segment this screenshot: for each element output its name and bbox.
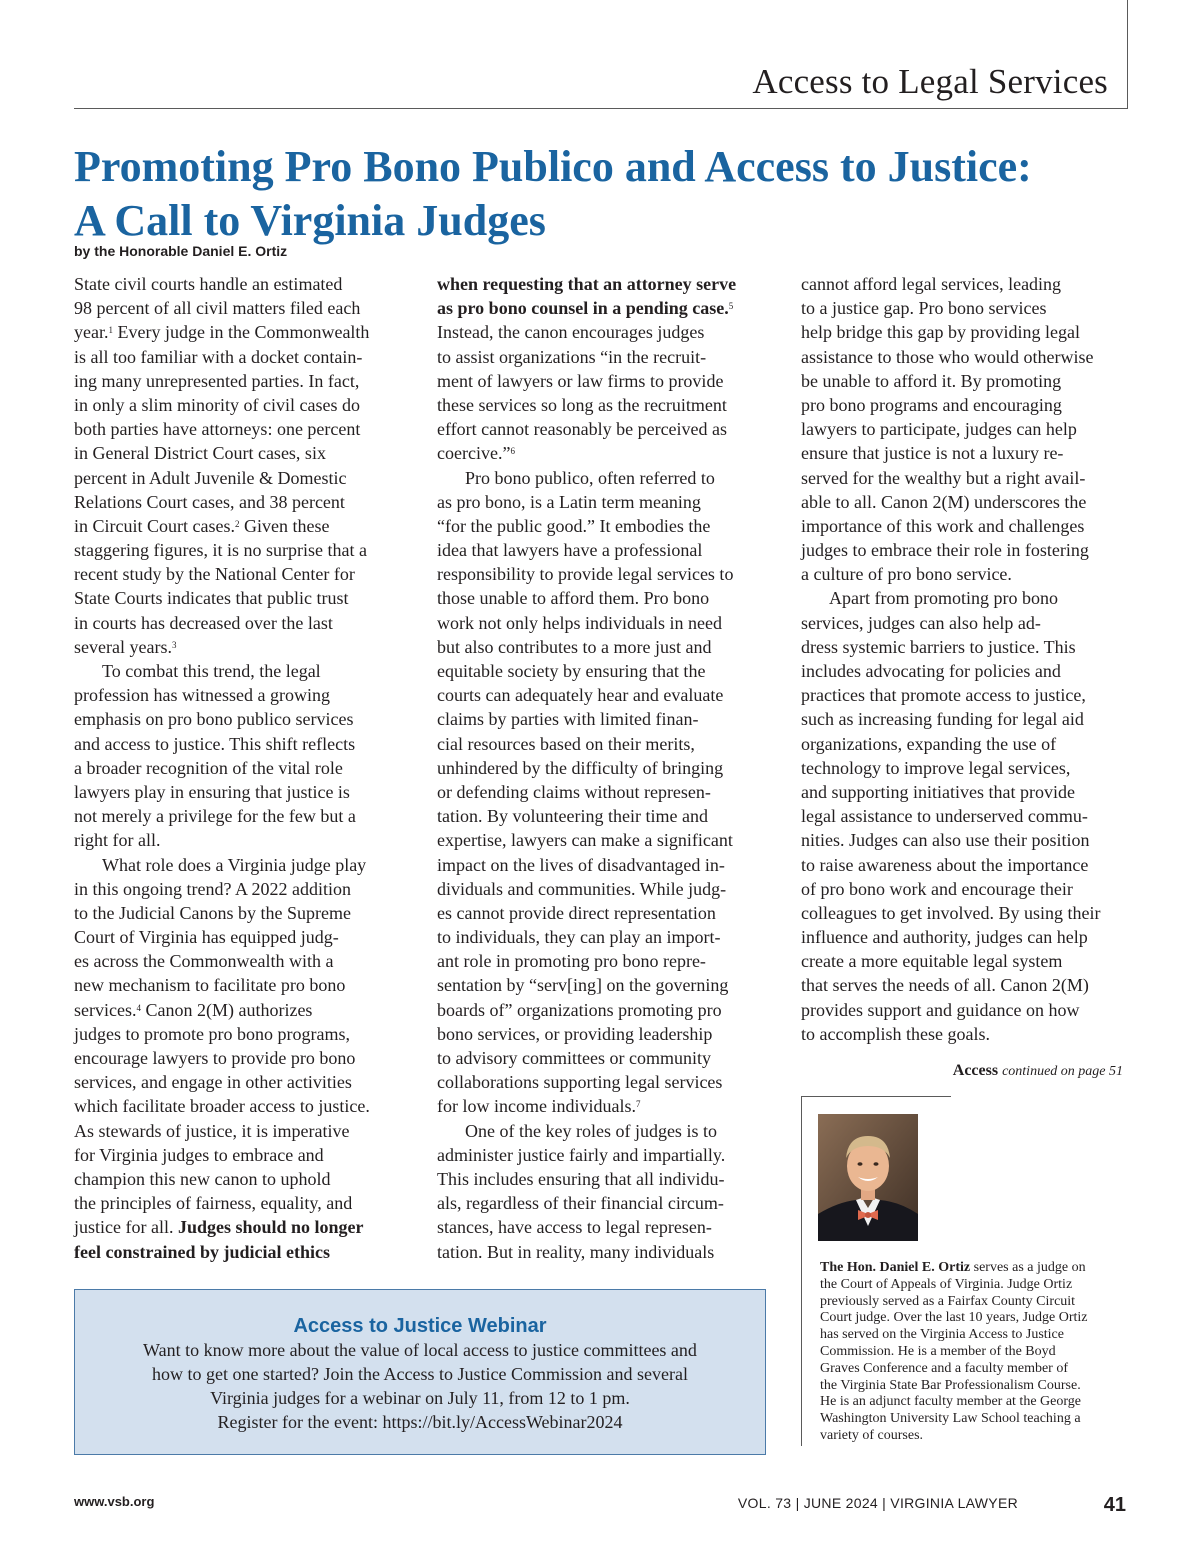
footnote-ref: 2 [234, 518, 240, 529]
text-line: Pro bono publico, often referred to [465, 467, 715, 488]
article-headline [74, 140, 1134, 248]
webinar-register-line[interactable]: Register for the event: https://bit.ly/AccessWebinar2024 [217, 1412, 623, 1432]
text-line: administer justice fairly and impartially. [437, 1144, 726, 1165]
text-line: equitable society by ensuring that the [437, 661, 706, 681]
bio-line: He is an adjunct faculty member at the George [820, 1394, 1081, 1410]
bio-line: The Hon. Daniel E. Ortiz serves as a judge on [820, 1260, 1086, 1275]
bold-text: when requesting that an attorney serve [437, 274, 737, 294]
text-line: encourage lawyers to provide pro bono [74, 1048, 356, 1068]
text-line: legal assistance to underserved commu- [801, 806, 1088, 827]
text-line: to individuals, they can play an import- [437, 927, 721, 948]
text-line [437, 296, 777, 320]
text-line: right for all. [74, 830, 161, 851]
footnote-ref: 1 [108, 325, 113, 336]
text-line: in General District Court cases, six [74, 443, 326, 464]
webinar-callout-box [74, 1289, 766, 1455]
continued-text: continued on page 51 [1002, 1064, 1123, 1079]
text-line: both parties have attorneys: one percent [74, 419, 361, 440]
sidebar-rule-vertical [801, 1096, 802, 1446]
text-line: impact on the lives of disadvantaged in- [437, 854, 725, 875]
text-line: expertise, lawyers can make a significant [437, 830, 733, 851]
text-line: which facilitate broader access to justice. [74, 1096, 370, 1117]
text-line: sentation by “serv[ing] on the governing [437, 975, 729, 996]
author-name: The Hon. Daniel E. Ortiz [820, 1260, 971, 1275]
text-line: and supporting initiatives that provide [801, 781, 1075, 802]
text-line: effort cannot reasonably be perceived as [437, 419, 728, 440]
text-line: to accomplish these goals. [801, 1023, 990, 1044]
text-line: but also contributes to a more just and [437, 636, 712, 657]
text-line: includes advocating for policies and [801, 661, 1061, 681]
bio-line: Court judge. Over the last 10 years, Judge Ortiz [820, 1310, 1088, 1326]
bio-line: the Court of Appeals of Virginia. Judge Ortiz [820, 1276, 1073, 1292]
text-line: those unable to afford them. Pro bono [437, 588, 710, 609]
text-line: ensure that justice is not a luxury re- [801, 443, 1064, 464]
text-line: Instead, the canon encourages judges [437, 322, 705, 343]
text-line: not merely a privilege for the few but a [74, 806, 356, 827]
text-line: State Courts indicates that public trust [74, 588, 349, 609]
section-rule [74, 108, 1128, 109]
text-line: services, and engage in other activities [74, 1072, 352, 1093]
text-line: be unable to afford it. By promoting [801, 370, 1062, 391]
bio-line: Commission. He is a member of the Boyd [820, 1343, 1056, 1359]
text-line: 98 percent of all civil matters filed each [74, 298, 361, 319]
text-line: is all too familiar with a docket contain- [74, 346, 363, 367]
text-line: dividuals and communities. While judg- [437, 878, 727, 899]
text-line: these services so long as the recruitment [437, 394, 727, 415]
webinar-line: Virginia judges for a webinar on July 11, from 12 to 1 pm. [210, 1388, 630, 1408]
text-line: justice for all. Judges should no longer [74, 1217, 364, 1238]
author-photo [818, 1114, 918, 1241]
byline: by the Honorable Daniel E. Ortiz [74, 243, 288, 259]
text-line: to a justice gap. Pro bono services [801, 298, 1047, 319]
text-line: collaborations supporting legal services [437, 1072, 723, 1093]
headline-line-1: Promoting Pro Bono Publico and Access to Justice: [74, 142, 1032, 191]
text-line: bono services, or providing leadership [437, 1023, 713, 1044]
text-line: To combat this trend, the legal [102, 661, 321, 681]
footnote-ref: 6 [510, 446, 515, 457]
text-line: a culture of pro bono service. [801, 564, 1012, 585]
text-line: as pro bono, is a Latin term meaning [437, 491, 701, 512]
sidebar-rule [801, 1096, 951, 1097]
text-line: services.$^4$ Canon 2(M) authorizes [74, 999, 313, 1020]
text-line: for Virginia judges to embrace and [74, 1144, 324, 1165]
footnote-ref: 7 [635, 1099, 641, 1110]
text-line: coercive.”$^6$ [437, 443, 515, 464]
text-line: for low income individuals.$^7$ [437, 1096, 641, 1117]
text-line: provides support and guidance on how [801, 999, 1080, 1020]
text-line: work not only helps individuals in need [437, 612, 722, 633]
footer-issue: VOL. 73 | JUNE 2024 | VIRGINIA LAWYER [737, 1495, 1018, 1511]
text-line: to assist organizations “in the recruit- [437, 346, 707, 367]
article-column-3 [801, 272, 1141, 1046]
text-line: responsibility to provide legal services to [437, 564, 734, 585]
text-line: courts can adequately hear and evaluate [437, 685, 724, 706]
text-line: lawyers play in ensuring that justice is [74, 781, 350, 802]
text-line: colleagues to get involved. By using their [801, 902, 1101, 923]
text-line: in only a slim minority of civil cases do [74, 394, 360, 415]
footnote-ref: 5 [728, 301, 734, 312]
text-line: or defending claims without represen- [437, 781, 711, 802]
bold-text: feel constrained by judicial ethics [74, 1241, 330, 1262]
text-line: year.$^1$ Every judge in the Commonwealth [74, 322, 370, 343]
bio-line: previously served as a Fairfax County Circuit [820, 1293, 1076, 1309]
text-line: What role does a Virginia judge play [102, 854, 367, 875]
continued-keyword: Access [952, 1062, 999, 1079]
text-line: several years.$^3$ [74, 636, 177, 657]
text-line: percent in Adult Juvenile & Domestic [74, 467, 347, 488]
text-line: that serves the needs of all. Canon 2(M) [801, 975, 1089, 996]
text-line: judges to embrace their role in fostering [801, 540, 1089, 561]
headline-line-2: A Call to Virginia Judges [74, 196, 546, 245]
text-line [437, 272, 777, 296]
text-line: create a more equitable legal system [801, 951, 1063, 972]
bold-text: as pro bono counsel in a pending case. [437, 298, 729, 319]
text-line: As stewards of justice, it is imperative [74, 1120, 350, 1141]
text-line: staggering figures, it is no surprise that a [74, 540, 367, 561]
text-line: organizations, expanding the use of [801, 733, 1057, 754]
text-line: technology to improve legal services, [801, 757, 1071, 778]
text-line: of pro bono work and encourage their [801, 878, 1073, 899]
text-line: such as increasing funding for legal aid [801, 709, 1084, 730]
text-line: champion this new canon to uphold [74, 1168, 331, 1189]
text-line: es cannot provide direct representation [437, 902, 716, 923]
text-line: served for the wealthy but a right avail- [801, 467, 1086, 488]
bio-line: has served on the Virginia Access to Justice [820, 1327, 1064, 1343]
text-line: in Circuit Court cases.$^2$ Given these [74, 515, 330, 536]
text-line: ant role in promoting pro bono repre- [437, 951, 706, 972]
text-line: to the Judicial Canons by the Supreme [74, 902, 351, 923]
author-portrait-image [818, 1114, 918, 1241]
text-line: stances, have access to legal represen- [437, 1217, 712, 1238]
text-line: new mechanism to facilitate pro bono [74, 975, 346, 996]
footer-website[interactable]: www.vsb.org [74, 1494, 155, 1509]
text-line: als, regardless of their financial circum- [437, 1193, 724, 1214]
text-line: ment of lawyers or law firms to provide [437, 370, 724, 391]
text-line: claims by parties with limited finan- [437, 709, 699, 730]
text-line: the principles of fairness, equality, and [74, 1193, 353, 1214]
text-line: influence and authority, judges can help [801, 927, 1088, 948]
text-line: cial resources based on their merits, [437, 733, 695, 754]
article-column-2 [437, 272, 777, 1264]
text-line: profession has witnessed a growing [74, 685, 330, 706]
text-line: importance of this work and challenges [801, 515, 1085, 536]
text-line: tation. But in reality, many individuals [437, 1241, 715, 1262]
webinar-line: how to get one started? Join the Access to Justice Commission and several [152, 1364, 688, 1384]
text-line: Court of Virginia has equipped judg- [74, 927, 339, 948]
text-line: Relations Court cases, and 38 percent [74, 491, 345, 512]
text-line: services, judges can also help ad- [801, 612, 1041, 633]
article-column-1 [74, 272, 414, 1264]
text-line: nities. Judges can also use their position [801, 830, 1090, 851]
text-line: es across the Commonwealth with a [74, 951, 334, 972]
webinar-line: Want to know more about the value of local access to justice committees and [143, 1340, 697, 1360]
text-line: Apart from promoting pro bono [829, 588, 1058, 609]
bold-text: Judges should no longer [177, 1217, 364, 1238]
author-bio [820, 1260, 1125, 1445]
corner-rule-vertical [1127, 0, 1128, 108]
text-line: One of the key roles of judges is to [465, 1120, 717, 1141]
section-title: Access to Legal Services [752, 62, 1108, 101]
webinar-title: Access to Justice Webinar [293, 1315, 547, 1337]
text-line: idea that lawyers have a professional [437, 540, 703, 561]
text-line: unhindered by the difficulty of bringing [437, 757, 724, 778]
bio-line: Washington University Law School teaching a [820, 1411, 1081, 1427]
text-line: tation. By volunteering their time and [437, 806, 708, 827]
text-line: cannot afford legal services, leading [801, 274, 1062, 294]
text-line: and access to justice. This shift reflects [74, 733, 356, 754]
text-line: in courts has decreased over the last [74, 612, 333, 633]
text-line: a broader recognition of the vital role [74, 757, 343, 778]
text-line: to advisory committees or community [437, 1048, 711, 1068]
text-line: State civil courts handle an estimated [74, 274, 343, 294]
text-line: This includes ensuring that all individu- [437, 1168, 725, 1189]
text-line: ing many unrepresented parties. In fact, [74, 370, 360, 391]
text-line: practices that promote access to justice, [801, 685, 1086, 706]
bio-line: the Virginia State Bar Professionalism Course. [820, 1377, 1081, 1393]
text-line: “for the public good.” It embodies the [437, 515, 711, 536]
text-line: assistance to those who would otherwise [801, 346, 1094, 367]
footnote-ref: 3 [171, 639, 177, 650]
bio-line: variety of courses. [820, 1427, 924, 1443]
text-line: able to all. Canon 2(M) underscores the [801, 491, 1087, 512]
text-line: pro bono programs and encouraging [801, 394, 1062, 415]
continued-note [953, 1062, 1123, 1080]
text-line: judges to promote pro bono programs, [74, 1023, 350, 1044]
text-line: help bridge this gap by providing legal [801, 322, 1080, 343]
bio-line: Graves Conference and a faculty member of [820, 1360, 1068, 1376]
text-line: dress systemic barriers to justice. This [801, 636, 1076, 657]
text-line: lawyers to participate, judges can help [801, 419, 1077, 440]
text-line: to raise awareness about the importance [801, 854, 1089, 875]
text-line: boards of” organizations promoting pro [437, 999, 722, 1020]
text-line: recent study by the National Center for [74, 564, 355, 585]
footnote-ref: 4 [136, 1002, 141, 1013]
text-line: in this ongoing trend? A 2022 addition [74, 878, 351, 899]
text-line [74, 1240, 414, 1264]
page-number: 41 [1103, 1494, 1126, 1516]
text-line: emphasis on pro bono publico services [74, 709, 354, 730]
